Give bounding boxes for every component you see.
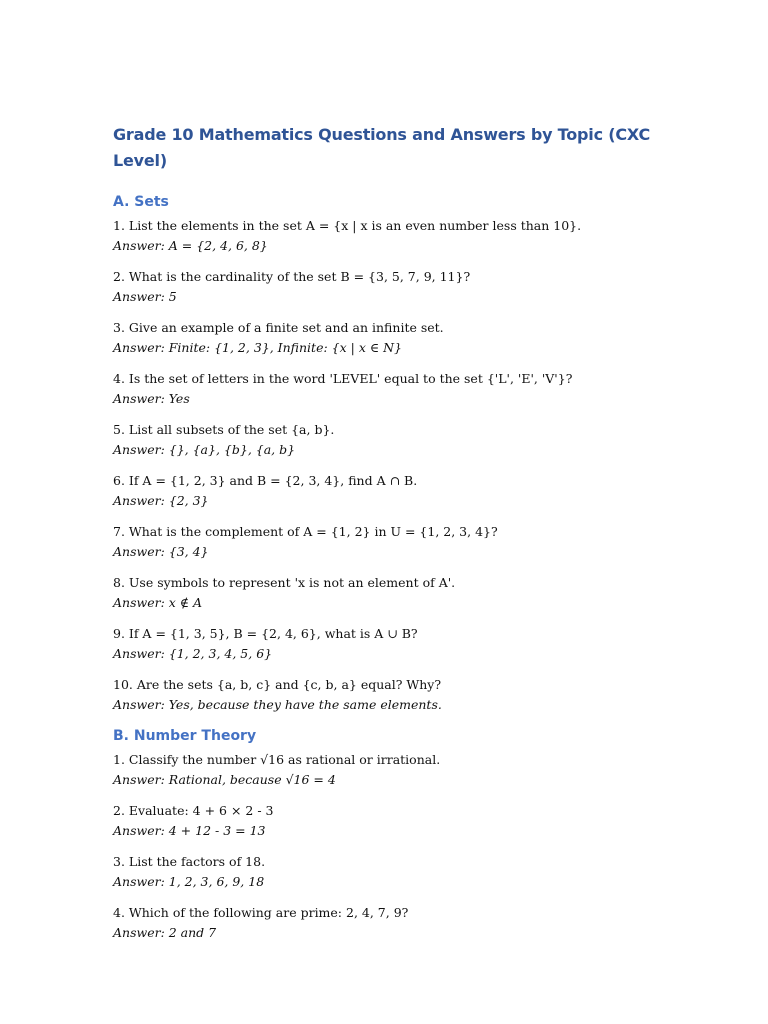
question-text: 9. If A = {1, 3, 5}, B = {2, 4, 6}, what is A ∪ B? <box>113 626 418 641</box>
qa-item <box>113 267 673 306</box>
answer-text: Answer: Rational, because √16 = 4 <box>113 771 336 787</box>
question-text: 3. Give an example of a finite set and an infinite set. <box>113 320 444 335</box>
question-text: 2. What is the cardinality of the set B = {3, 5, 7, 9, 11}? <box>113 269 471 284</box>
answer-text: Answer: Yes, because they have the same elements. <box>113 696 442 712</box>
qa-item <box>113 522 673 561</box>
qa-item <box>113 852 673 891</box>
answer-text: Answer: {1, 2, 3, 4, 5, 6} <box>113 645 273 661</box>
question-text: 5. List all subsets of the set {a, b}. <box>113 422 335 437</box>
answer-text: Answer: Yes <box>113 390 190 406</box>
question-text: 2. Evaluate: 4 + 6 × 2 - 3 <box>113 803 274 818</box>
question-text: 4. Which of the following are prime: 2, 4, 7, 9? <box>113 905 409 920</box>
qa-item <box>113 750 673 789</box>
question-text: 10. Are the sets {a, b, c} and {c, b, a} equal? Why? <box>113 677 442 692</box>
document-title: Grade 10 Mathematics Questions and Answers by Topic (CXC Level) <box>113 125 651 170</box>
qa-item <box>113 369 673 408</box>
section-sets <box>113 192 673 714</box>
answer-text: Answer: {}, {a}, {b}, {a, b} <box>113 441 296 457</box>
section-number-theory <box>113 726 673 942</box>
qa-item <box>113 801 673 840</box>
qa-item <box>113 573 673 612</box>
section-heading: A. Sets <box>113 194 169 210</box>
qa-item <box>113 420 673 459</box>
qa-item <box>113 624 673 663</box>
question-text: 6. If A = {1, 2, 3} and B = {2, 3, 4}, find A ∩ B. <box>113 473 418 488</box>
question-text: 3. List the factors of 18. <box>113 854 266 869</box>
qa-item <box>113 903 673 942</box>
qa-item <box>113 216 673 255</box>
document-page <box>113 122 673 954</box>
answer-text: Answer: x ∉ A <box>113 594 203 610</box>
qa-item <box>113 675 673 714</box>
question-text: 7. What is the complement of A = {1, 2} in U = {1, 2, 3, 4}? <box>113 524 498 539</box>
question-text: 8. Use symbols to represent 'x is not an element of A'. <box>113 575 456 590</box>
question-text: 1. List the elements in the set A = {x | x is an even number less than 10}. <box>113 218 582 233</box>
answer-text: Answer: A = {2, 4, 6, 8} <box>113 237 268 253</box>
answer-text: Answer: 1, 2, 3, 6, 9, 18 <box>113 873 265 889</box>
answer-text: Answer: 5 <box>113 288 177 304</box>
question-text: 4. Is the set of letters in the word 'LEVEL' equal to the set {'L', 'E', 'V'}? <box>113 371 573 386</box>
answer-text: Answer: {2, 3} <box>113 492 209 508</box>
qa-item <box>113 471 673 510</box>
answer-text: Answer: 4 + 12 - 3 = 13 <box>113 822 266 838</box>
answer-text: Answer: {3, 4} <box>113 543 209 559</box>
section-heading: B. Number Theory <box>113 728 257 744</box>
answer-text: Answer: Finite: {1, 2, 3}, Infinite: {x | x ∈ N} <box>113 339 402 355</box>
answer-text: Answer: 2 and 7 <box>113 924 217 940</box>
qa-item <box>113 318 673 357</box>
question-text: 1. Classify the number √16 as rational or irrational. <box>113 752 441 767</box>
